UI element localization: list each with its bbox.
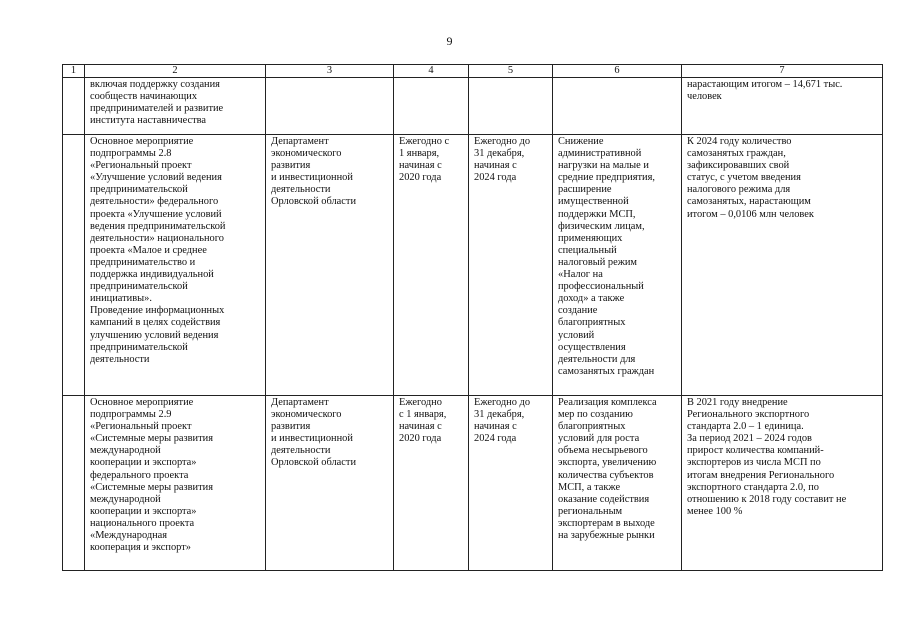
column-header: 2 <box>85 65 266 78</box>
cell-end: Ежегодно до 31 декабря, начиная с 2024 года <box>469 135 553 396</box>
column-header: 7 <box>682 65 883 78</box>
cell-end <box>469 78 553 135</box>
cell-start <box>394 78 469 135</box>
cell-indicator: нарастающим итогом – 14,671 тыс. человек <box>682 78 883 135</box>
column-header: 4 <box>394 65 469 78</box>
cell-executor <box>266 78 394 135</box>
cell-indicator: К 2024 году количество самозанятых граждан, зафиксировавших свой статус, с учетом введения налогового режима для самозанятых, нарастающим итогом – 0,0106 млн человек <box>682 135 883 396</box>
cell-measure: включая поддержку создания сообществ начинающих предпринимателей и развитие института наставничества <box>85 78 266 135</box>
page-number: 9 <box>446 34 453 48</box>
cell-result <box>553 78 682 135</box>
column-header: 5 <box>469 65 553 78</box>
cell-number <box>63 78 85 135</box>
cell-executor: Департамент экономического развития и инвестиционной деятельности Орловской области <box>266 135 394 396</box>
cell-number <box>63 135 85 396</box>
cell-measure: Основное мероприятие подпрограммы 2.9 «Региональный проект «Системные меры развития международной кооперации и экспорта» федерального проекта «Системные меры развития международной кооперации и экспорта» национального проекта «Международная кооперация и экспорт» <box>85 396 266 571</box>
cell-end: Ежегодно до 31 декабря, начиная с 2024 года <box>469 396 553 571</box>
table-row <box>63 135 883 396</box>
cell-start: Ежегодно с 1 января, начиная с 2020 года <box>394 396 469 571</box>
column-header: 1 <box>63 65 85 78</box>
cell-indicator: В 2021 году внедрение Регионального экспортного стандарта 2.0 – 1 единица. За период 2021 – 2024 годов прирост количества компаний- экспортеров из числа МСП по итогам внедрения Регионального экспортного стандарта 2.0, по отношению к 2018 году составит не менее 100 % <box>682 396 883 571</box>
column-header: 6 <box>553 65 682 78</box>
cell-start: Ежегодно с 1 января, начиная с 2020 года <box>394 135 469 396</box>
cell-result: Снижение административной нагрузки на малые и средние предприятия, расширение имущественной поддержки МСП, физическим лицам, применяющих специальный налоговый режим «Налог на профессиональный доход» а также создание благоприятных условий осуществления деятельности для самозанятых граждан <box>553 135 682 396</box>
measures-table <box>62 64 883 571</box>
table-header-row <box>63 65 883 78</box>
table-row <box>63 78 883 135</box>
table-row <box>63 396 883 571</box>
cell-number <box>63 396 85 571</box>
cell-executor: Департамент экономического развития и инвестиционной деятельности Орловской области <box>266 396 394 571</box>
column-header: 3 <box>266 65 394 78</box>
cell-result: Реализация комплекса мер по созданию благоприятных условий для роста объема несырьевого экспорта, увеличению количества субъектов МСП, а также оказание содействия региональным экспортерам в выходе на зарубежные рынки <box>553 396 682 571</box>
cell-measure: Основное мероприятие подпрограммы 2.8 «Региональный проект «Улучшение условий ведения предпринимательской деятельности» федерального проекта «Улучшение условий ведения предпринимательской деятельности» национального проекта «Малое и среднее предпринимательство и поддержка индивидуальной предпринимательской инициативы». Проведение информационных кампаний в целях содействия улучшению условий ведения предпринимательской деятельности <box>85 135 266 396</box>
